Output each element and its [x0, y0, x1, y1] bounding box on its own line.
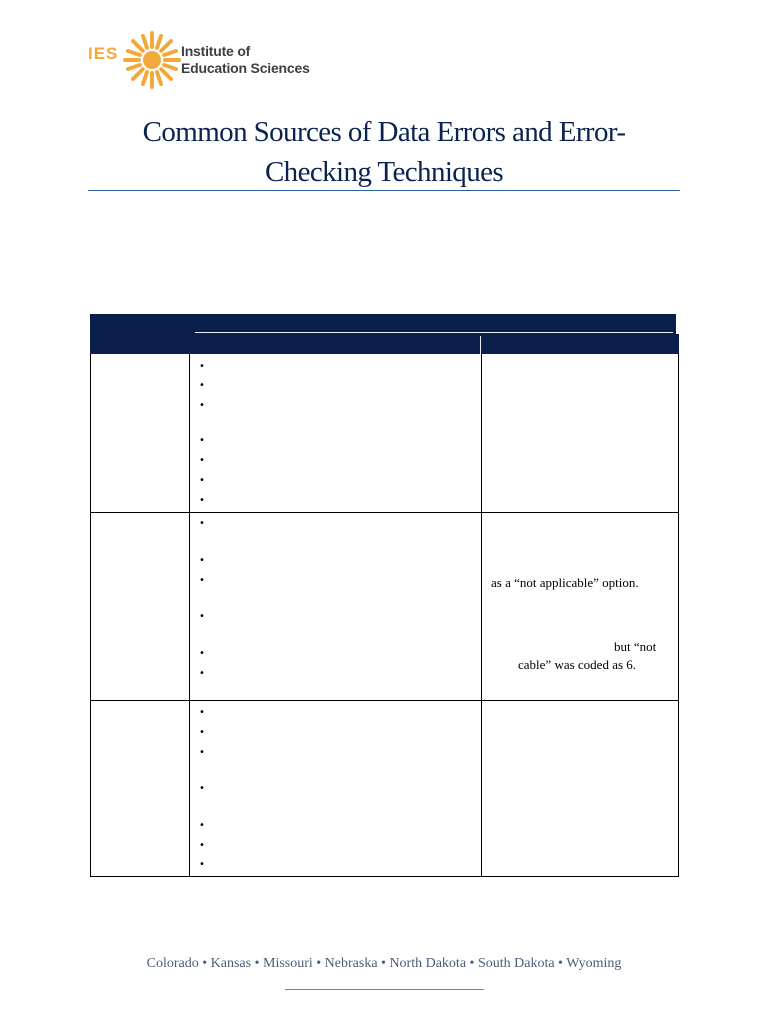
column-divider-2: [481, 354, 482, 876]
logo-name: [181, 43, 310, 77]
document-title: [88, 112, 680, 192]
error-sources-table: [90, 314, 679, 877]
row-1-bullet: •: [199, 435, 205, 446]
row-3-bullet: •: [199, 840, 205, 851]
row-divider-2: [91, 700, 678, 701]
row-3-bullet: •: [199, 783, 205, 794]
row-2-note: but “not: [614, 639, 657, 654]
row-2-bullet: •: [199, 555, 205, 566]
row-3-bullet: •: [199, 747, 205, 758]
sun-icon: [122, 30, 182, 90]
row-1-bullet: •: [199, 400, 205, 411]
row-1-bullet: •: [199, 455, 205, 466]
row-1-bullet: •: [199, 361, 205, 372]
ies-logo: [88, 30, 348, 90]
title-divider: [88, 190, 680, 191]
header-rule: [195, 332, 673, 333]
column-divider-1: [189, 354, 190, 876]
row-1-bullet: •: [199, 475, 205, 486]
table-header-right: [189, 314, 679, 354]
footer-divider: [285, 989, 484, 990]
row-2-bullet: •: [199, 518, 205, 529]
row-1-bullet: •: [199, 495, 205, 506]
header-edge: [676, 314, 679, 334]
row-1-bullet: •: [199, 380, 205, 391]
row-2-bullet: •: [199, 648, 205, 659]
header-sub-divider: [480, 336, 481, 354]
row-3-bullet: •: [199, 820, 205, 831]
footer-states: Colorado • Kansas • Missouri • Nebraska • North Dakota • South Dakota • Wyoming: [146, 956, 622, 971]
row-3-bullet: •: [199, 707, 205, 718]
row-2-note: as a “not applicable” option.: [491, 575, 639, 590]
title-line-2: Checking Techniques: [264, 156, 504, 188]
row-3-bullet: •: [199, 727, 205, 738]
table-body: [90, 354, 679, 877]
logo-name-line-1: Institute of: [181, 43, 251, 59]
row-2-note: cable” was coded as 6.: [518, 657, 637, 672]
row-divider-1: [91, 512, 678, 513]
logo-name-line-2: Education Sciences: [181, 60, 310, 76]
row-2-bullet: •: [199, 575, 205, 586]
row-3-bullet: •: [199, 859, 205, 870]
title-line-1: Common Sources of Data Errors and Error-: [142, 116, 626, 148]
logo-acronym: IES: [88, 44, 119, 63]
row-2-bullet: •: [199, 611, 205, 622]
row-2-bullet: •: [199, 668, 205, 679]
table-header-left: [90, 314, 189, 354]
